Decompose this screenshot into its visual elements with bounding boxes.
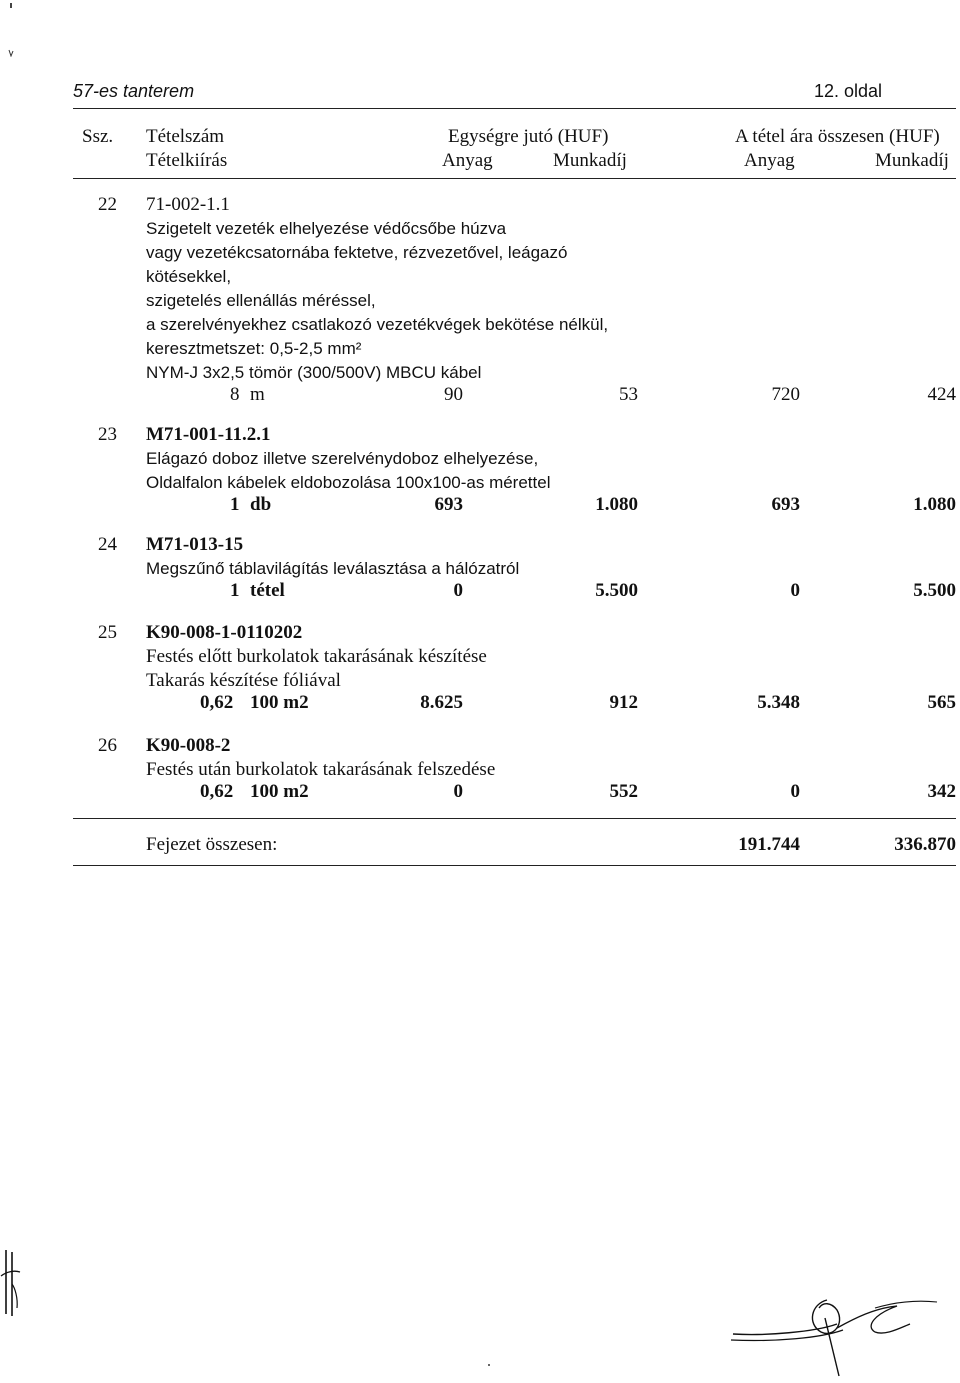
item-unit-labor: 1.080 (595, 494, 638, 515)
col-description: Tételkiírás (146, 150, 228, 171)
item-desc-line: Szigetelt vezeték elhelyezése védőcsőbe húzva (146, 219, 507, 238)
summary-total-labor: 336.870 (894, 834, 956, 855)
item-qty: 0,62 (200, 692, 234, 713)
item-ssz: 24 (98, 534, 117, 555)
col-total-labor: Munkadíj (875, 150, 949, 171)
item-total-labor: 1.080 (913, 494, 956, 515)
item-unit-labor: 552 (609, 781, 638, 802)
item-desc-line: Festés után burkolatok takarásának felszedése (146, 759, 496, 780)
item-desc-line: Elágazó doboz illetve szerelvénydoboz elhelyezése, (146, 449, 539, 468)
item-code: M71-001-11.2.1 (146, 424, 271, 445)
item-total-labor: 565 (927, 692, 956, 713)
item-desc-line: Megszűnő táblavilágítás leválasztása a hálózatról (146, 559, 520, 578)
item-total-material: 0 (790, 580, 800, 601)
item-total-labor: 342 (927, 781, 956, 802)
item-unit: m (250, 384, 265, 405)
item-total-material: 720 (771, 384, 800, 405)
item-total-labor: 424 (927, 384, 956, 405)
item-desc-line: Oldalfalon kábelek eldobozolása 100x100-as mérettel (146, 473, 551, 492)
table-header-rule (73, 178, 956, 179)
item-code: M71-013-15 (146, 534, 244, 555)
item-qty: 1 (230, 580, 240, 601)
col-total-material: Anyag (744, 150, 795, 171)
item-unit-material: 693 (434, 494, 463, 515)
item-ssz: 26 (98, 735, 117, 756)
item-total-labor: 5.500 (913, 580, 956, 601)
summary-total-material: 191.744 (738, 834, 800, 855)
summary-bottom-rule (73, 865, 956, 866)
item-desc-line: keresztmetszet: 0,5-2,5 mm² (146, 339, 362, 358)
item-unit-material: 8.625 (420, 692, 463, 713)
col-unit-labor: Munkadíj (553, 150, 627, 171)
item-code: K90-008-2 (146, 735, 231, 756)
item-desc-line: vagy vezetékcsatornába fektetve, rézvezetővel, leágazó (146, 243, 568, 262)
item-ssz: 25 (98, 622, 117, 643)
item-unit-material: 0 (453, 781, 463, 802)
item-total-material: 0 (790, 781, 800, 802)
item-ssz: 22 (98, 194, 117, 215)
summary-top-rule (73, 818, 956, 819)
item-code: 71-002-1.1 (146, 194, 230, 215)
col-total-price: A tétel ára összesen (HUF) (735, 126, 940, 147)
item-desc-line: szigetelés ellenállás méréssel, (146, 291, 376, 310)
item-unit-labor: 912 (609, 692, 638, 713)
col-unit-price: Egységre jutó (HUF) (448, 126, 609, 147)
item-code: K90-008-1-0110202 (146, 622, 303, 643)
item-desc-line: Takarás készítése fóliával (146, 670, 341, 691)
item-total-material: 5.348 (757, 692, 800, 713)
item-desc-line: NYM-J 3x2,5 tömör (300/500V) MBCU kábel (146, 363, 482, 382)
item-unit: 100 m2 (250, 781, 309, 802)
item-unit: tétel (250, 580, 285, 601)
handwritten-initials (0, 1248, 22, 1318)
summary-label: Fejezet összesen: (146, 834, 278, 855)
item-ssz: 23 (98, 424, 117, 445)
item-unit: 100 m2 (250, 692, 309, 713)
item-qty: 8 (230, 384, 240, 405)
scan-speck (10, 3, 12, 8)
header-rule (73, 108, 956, 109)
item-total-material: 693 (771, 494, 800, 515)
item-unit-labor: 53 (619, 384, 638, 405)
item-unit: db (250, 494, 272, 515)
col-ssz: Ssz. (82, 126, 114, 147)
item-desc-line: Festés előtt burkolatok takarásának készítése (146, 646, 487, 667)
scan-speck (488, 1364, 490, 1366)
room-label: 57-es tanterem (73, 81, 195, 101)
item-unit-labor: 5.500 (595, 580, 638, 601)
handwritten-signature (725, 1288, 940, 1378)
item-desc-line: a szerelvényekhez csatlakozó vezetékvégek bekötése nélkül, (146, 315, 609, 334)
item-desc-line: kötésekkel, (146, 267, 232, 286)
item-unit-material: 90 (444, 384, 463, 405)
item-qty: 0,62 (200, 781, 234, 802)
col-unit-material: Anyag (442, 150, 493, 171)
col-item-no: Tételszám (146, 126, 225, 147)
page-number: 12. oldal (814, 81, 883, 101)
item-unit-material: 0 (453, 580, 463, 601)
item-qty: 1 (230, 494, 240, 515)
scan-tick (8, 44, 14, 52)
